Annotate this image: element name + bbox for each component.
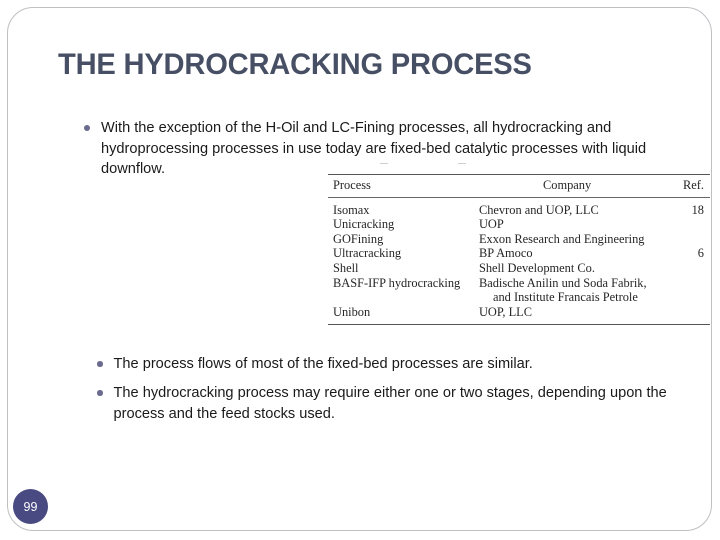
column-header-process: Process	[333, 178, 371, 192]
page-number-badge: 99	[13, 489, 48, 524]
cell-process: BASF-IFP hydrocracking	[333, 275, 461, 290]
cell-process: Ultracracking	[333, 246, 402, 261]
table-header	[328, 175, 710, 197]
bullet-item-3	[97, 383, 669, 424]
cell-ref	[656, 261, 710, 276]
cell-company: BP Amoco	[478, 246, 533, 261]
table-rule-bottom	[328, 324, 710, 325]
cell-process: Unicracking	[333, 217, 395, 232]
table-row	[328, 198, 710, 218]
table-row	[328, 261, 710, 276]
column-header-ref: Ref.	[683, 178, 704, 192]
cell-ref: 18	[691, 202, 704, 217]
cell-process: Shell	[333, 260, 359, 275]
table-body	[328, 198, 710, 325]
bullet-dot-icon	[84, 125, 90, 131]
column-header-company: Company	[542, 178, 592, 192]
cell-ref: 6	[697, 246, 704, 261]
cell-company: Shell Development Co.	[478, 260, 595, 275]
table-header-row	[328, 175, 710, 197]
cell-ref	[656, 217, 710, 232]
cell-company: Exxon Research and Engineering	[478, 231, 645, 246]
bullet-item-2-text: The process flows of most of the fixed-bed processes are similar.	[113, 356, 533, 372]
cell-company: Chevron and UOP, LLC	[478, 202, 599, 217]
cell-process: Isomax	[333, 202, 370, 217]
bullet-item-3-text: The hydrocracking process may require either one or two stages, depending upon the process and the feed stocks used.	[113, 385, 667, 422]
bullet-dot-icon	[97, 390, 103, 396]
table-row	[328, 246, 710, 261]
process-company-table-body	[328, 198, 710, 325]
table-row	[328, 276, 710, 305]
bullet-dot-icon	[97, 361, 103, 367]
cell-ref	[656, 276, 710, 305]
cell-ref	[656, 232, 710, 247]
table-row	[328, 217, 710, 232]
page-title: THE HYDROCRACKING PROCESS	[58, 48, 532, 81]
table-row	[328, 232, 710, 247]
table-row	[328, 305, 710, 325]
embedded-process-table	[328, 160, 710, 325]
cell-company: UOP, LLC	[478, 304, 532, 319]
table-caption-artifact	[328, 160, 710, 174]
cell-process: GOFining	[333, 231, 384, 246]
cell-company	[479, 276, 656, 305]
cell-company-line2: and Institute Francais Petrole	[492, 290, 638, 305]
cell-company: UOP	[478, 217, 504, 232]
bullet-item-2	[97, 354, 677, 375]
cell-ref	[656, 305, 710, 325]
bullet-item-1-text: With the exception of the H-Oil and LC-Fining processes, all hydrocracking and hydroprocessing processes in use today are fixed-bed catalytic processes with liquid downflow.	[101, 120, 647, 177]
cell-company-line1: Badische Anilin und Soda Fabrik,	[478, 275, 647, 290]
cell-process: Unibon	[333, 304, 371, 319]
process-company-table	[328, 175, 710, 197]
